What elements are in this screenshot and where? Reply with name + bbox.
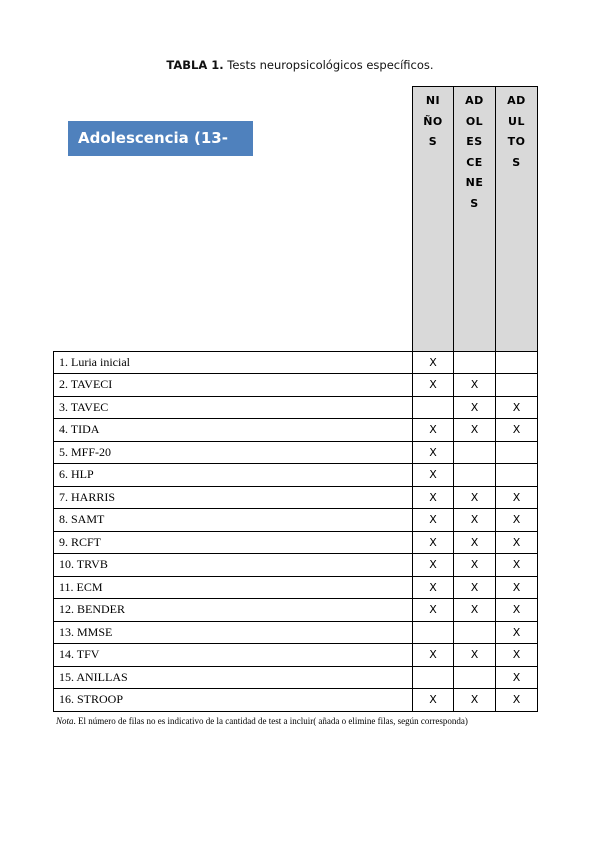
mark-cell: X bbox=[454, 689, 496, 712]
table-row bbox=[54, 621, 538, 644]
mark-cell bbox=[454, 441, 496, 464]
column-header-line: S bbox=[470, 196, 479, 210]
mark-cell: X bbox=[454, 396, 496, 419]
mark-cell: X bbox=[413, 644, 454, 667]
test-name-cell: 12. BENDER bbox=[54, 599, 413, 622]
column-header-adultos bbox=[496, 87, 538, 352]
table-row bbox=[54, 486, 538, 509]
test-name-cell: 8. SAMT bbox=[54, 509, 413, 532]
column-header-line: NI bbox=[425, 94, 441, 107]
age-group-badge: Adolescencia (13-18) bbox=[68, 121, 253, 156]
mark-cell: X bbox=[496, 666, 538, 689]
mark-cell: X bbox=[496, 531, 538, 554]
mark-cell bbox=[496, 351, 538, 374]
mark-cell: X bbox=[454, 509, 496, 532]
mark-cell bbox=[413, 621, 454, 644]
column-header-line: AD bbox=[465, 94, 484, 107]
table-row bbox=[54, 464, 538, 487]
test-name-cell: 9. RCFT bbox=[54, 531, 413, 554]
column-header-line: CE bbox=[466, 155, 483, 169]
test-name-cell: 7. HARRIS bbox=[54, 486, 413, 509]
mark-cell: X bbox=[496, 509, 538, 532]
table-row bbox=[54, 689, 538, 712]
caption-text: Tests neuropsicológicos específicos. bbox=[223, 58, 434, 72]
mark-cell bbox=[496, 464, 538, 487]
table-row bbox=[54, 509, 538, 532]
test-name-cell: 16. STROOP bbox=[54, 689, 413, 712]
mark-cell: X bbox=[413, 531, 454, 554]
table-row bbox=[54, 666, 538, 689]
test-name-cell: 2. TAVECI bbox=[54, 374, 413, 397]
column-header-line: OL bbox=[465, 114, 484, 128]
column-header-adolescentes bbox=[454, 87, 496, 352]
note-text: . El número de filas no es indicativo de la cantidad de test a incluir( añada o elimine filas, según corresponda) bbox=[73, 716, 468, 726]
column-header-line: AD bbox=[507, 94, 526, 107]
column-header-ninos bbox=[413, 87, 454, 352]
test-name-cell: 14. TFV bbox=[54, 644, 413, 667]
mark-cell: X bbox=[454, 554, 496, 577]
mark-cell: X bbox=[413, 554, 454, 577]
mark-cell: X bbox=[413, 599, 454, 622]
mark-cell: X bbox=[413, 576, 454, 599]
mark-cell: X bbox=[413, 464, 454, 487]
table-row bbox=[54, 351, 538, 374]
column-header-line: ÑO bbox=[423, 114, 443, 128]
test-name-cell: 4. TIDA bbox=[54, 419, 413, 442]
mark-cell bbox=[496, 441, 538, 464]
test-name-cell: 1. Luria inicial bbox=[54, 351, 413, 374]
mark-cell: X bbox=[454, 644, 496, 667]
table-row bbox=[54, 419, 538, 442]
mark-cell bbox=[454, 351, 496, 374]
mark-cell: X bbox=[454, 486, 496, 509]
table-row bbox=[54, 374, 538, 397]
mark-cell: X bbox=[413, 689, 454, 712]
table-caption bbox=[0, 58, 600, 72]
mark-cell: X bbox=[496, 554, 538, 577]
table-row bbox=[54, 599, 538, 622]
column-header-line: NE bbox=[465, 176, 484, 189]
mark-cell bbox=[454, 621, 496, 644]
test-name-cell: 5. MFF-20 bbox=[54, 441, 413, 464]
mark-cell: X bbox=[454, 599, 496, 622]
column-header-line: UL bbox=[508, 114, 525, 128]
mark-cell bbox=[454, 666, 496, 689]
mark-cell: X bbox=[413, 351, 454, 374]
test-name-cell: 15. ANILLAS bbox=[54, 666, 413, 689]
table-row bbox=[54, 441, 538, 464]
mark-cell bbox=[413, 666, 454, 689]
mark-cell: X bbox=[496, 576, 538, 599]
mark-cell: X bbox=[496, 621, 538, 644]
mark-cell: X bbox=[413, 419, 454, 442]
test-name-cell: 6. HLP bbox=[54, 464, 413, 487]
column-header-line: S bbox=[428, 135, 438, 148]
column-header-line: ES bbox=[466, 135, 483, 148]
test-name-cell: 11. ECM bbox=[54, 576, 413, 599]
tests-table bbox=[53, 86, 538, 712]
mark-cell: X bbox=[496, 689, 538, 712]
mark-cell: X bbox=[413, 374, 454, 397]
table-row bbox=[54, 644, 538, 667]
table-row bbox=[54, 531, 538, 554]
mark-cell: X bbox=[496, 644, 538, 667]
mark-cell: X bbox=[454, 576, 496, 599]
mark-cell: X bbox=[454, 419, 496, 442]
mark-cell: X bbox=[454, 374, 496, 397]
mark-cell bbox=[413, 396, 454, 419]
table-row bbox=[54, 576, 538, 599]
note-label: Nota bbox=[56, 716, 74, 726]
column-header-line: S bbox=[512, 155, 521, 169]
table-row bbox=[54, 396, 538, 419]
mark-cell: X bbox=[413, 509, 454, 532]
mark-cell bbox=[454, 464, 496, 487]
mark-cell: X bbox=[413, 486, 454, 509]
table-note bbox=[56, 715, 516, 728]
mark-cell: X bbox=[454, 531, 496, 554]
mark-cell: X bbox=[496, 486, 538, 509]
test-name-cell: 3. TAVEC bbox=[54, 396, 413, 419]
mark-cell: X bbox=[496, 396, 538, 419]
test-name-cell: 13. MMSE bbox=[54, 621, 413, 644]
mark-cell: X bbox=[496, 599, 538, 622]
test-name-cell: 10. TRVB bbox=[54, 554, 413, 577]
mark-cell: X bbox=[496, 419, 538, 442]
mark-cell bbox=[496, 374, 538, 397]
column-header-line: TO bbox=[507, 135, 526, 148]
mark-cell: X bbox=[413, 441, 454, 464]
table-row bbox=[54, 554, 538, 577]
caption-label: TABLA 1. bbox=[166, 58, 224, 72]
